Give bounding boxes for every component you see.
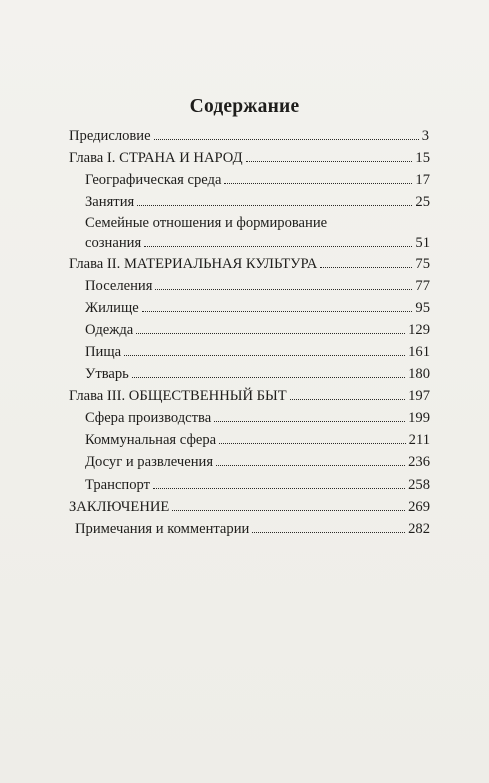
toc-entry-chapter bbox=[69, 498, 430, 516]
toc-entry-label: Транспорт bbox=[85, 477, 151, 493]
dot-leader bbox=[246, 161, 413, 162]
toc-entry-label-line1: Семейные отношения и формирование bbox=[85, 215, 328, 231]
toc-entry bbox=[85, 171, 430, 189]
toc-entry-label: Сфера производства bbox=[85, 410, 212, 426]
dot-leader bbox=[290, 399, 405, 400]
toc-entry-page: 3 bbox=[421, 128, 429, 144]
toc-entry bbox=[85, 193, 430, 211]
toc-entry-label: Досуг и развлечения bbox=[85, 454, 214, 470]
toc-entry bbox=[85, 453, 430, 471]
toc-entry-page: 51 bbox=[415, 235, 430, 251]
toc-entry-label: Поселения bbox=[85, 278, 153, 294]
dot-leader bbox=[320, 267, 412, 268]
toc-entry-page: 75 bbox=[415, 256, 430, 272]
dot-leader bbox=[154, 139, 419, 140]
dot-leader bbox=[155, 289, 412, 290]
toc-entry-label: Географическая среда bbox=[85, 172, 222, 188]
dot-leader bbox=[219, 443, 405, 444]
toc-entry bbox=[85, 476, 430, 494]
toc-entry-label: Пища bbox=[85, 344, 122, 360]
toc-entry-page: 211 bbox=[408, 432, 430, 448]
dot-leader bbox=[153, 488, 405, 489]
toc-entry-label: Одежда bbox=[85, 322, 134, 338]
toc-entry bbox=[85, 365, 430, 383]
page-title: Содержание bbox=[189, 96, 300, 117]
toc-entry-label: Предисловие bbox=[69, 128, 151, 144]
toc-entry-label: сознания bbox=[85, 235, 142, 251]
toc-entry bbox=[85, 234, 430, 252]
toc-entry-label: Коммунальная сфера bbox=[85, 432, 217, 448]
dot-leader bbox=[132, 377, 405, 378]
toc-entry-chapter bbox=[69, 255, 430, 273]
toc-entry bbox=[75, 520, 430, 538]
toc-entry-page: 17 bbox=[415, 172, 430, 188]
toc-entry-page: 129 bbox=[408, 322, 430, 338]
toc-entry-label: Примечания и комментарии bbox=[75, 521, 250, 537]
dot-leader bbox=[214, 421, 405, 422]
toc-entry-page: 180 bbox=[408, 366, 430, 382]
dot-leader bbox=[136, 333, 405, 334]
toc-entry-page: 161 bbox=[408, 344, 430, 360]
dot-leader bbox=[224, 183, 412, 184]
toc-entry-label: Утварь bbox=[85, 366, 129, 382]
toc-entry-label: ЗАКЛЮЧЕНИЕ bbox=[69, 499, 170, 515]
dot-leader bbox=[144, 246, 412, 247]
toc-entry bbox=[85, 409, 430, 427]
toc-entry-label: Жилище bbox=[85, 300, 139, 316]
toc-entry-label: Занятия bbox=[85, 194, 135, 210]
toc-entry-page: 77 bbox=[415, 278, 430, 294]
toc-entry-label: Глава II. МАТЕРИАЛЬНАЯ КУЛЬТУРА bbox=[69, 256, 318, 272]
toc-entry-chapter bbox=[69, 387, 430, 405]
toc-entry bbox=[85, 343, 430, 361]
dot-leader bbox=[137, 205, 412, 206]
toc-entry-page: 15 bbox=[415, 150, 430, 166]
dot-leader bbox=[142, 311, 413, 312]
toc-entry-chapter bbox=[69, 149, 430, 167]
toc-entry-page: 197 bbox=[408, 388, 430, 404]
toc-entry bbox=[85, 299, 430, 317]
toc-entry-page: 236 bbox=[408, 454, 430, 470]
dot-leader bbox=[124, 355, 405, 356]
toc-entry-page: 95 bbox=[415, 300, 430, 316]
toc-entry-page: 199 bbox=[408, 410, 430, 426]
toc-entry-label: Глава I. СТРАНА И НАРОД bbox=[69, 150, 243, 166]
toc-entry-label: Глава III. ОБЩЕСТВЕННЫЙ БЫТ bbox=[69, 388, 287, 404]
dot-leader bbox=[216, 465, 405, 466]
toc-entry bbox=[85, 431, 430, 449]
dot-leader bbox=[172, 510, 405, 511]
toc-entry-page: 282 bbox=[408, 521, 430, 537]
toc-entry bbox=[85, 277, 430, 295]
toc-entry-page: 25 bbox=[415, 194, 430, 210]
toc-entry-page: 269 bbox=[408, 499, 430, 515]
toc-entry bbox=[85, 321, 430, 339]
dot-leader bbox=[252, 532, 405, 533]
toc-entry-page: 258 bbox=[408, 477, 430, 493]
toc-entry bbox=[69, 127, 429, 145]
